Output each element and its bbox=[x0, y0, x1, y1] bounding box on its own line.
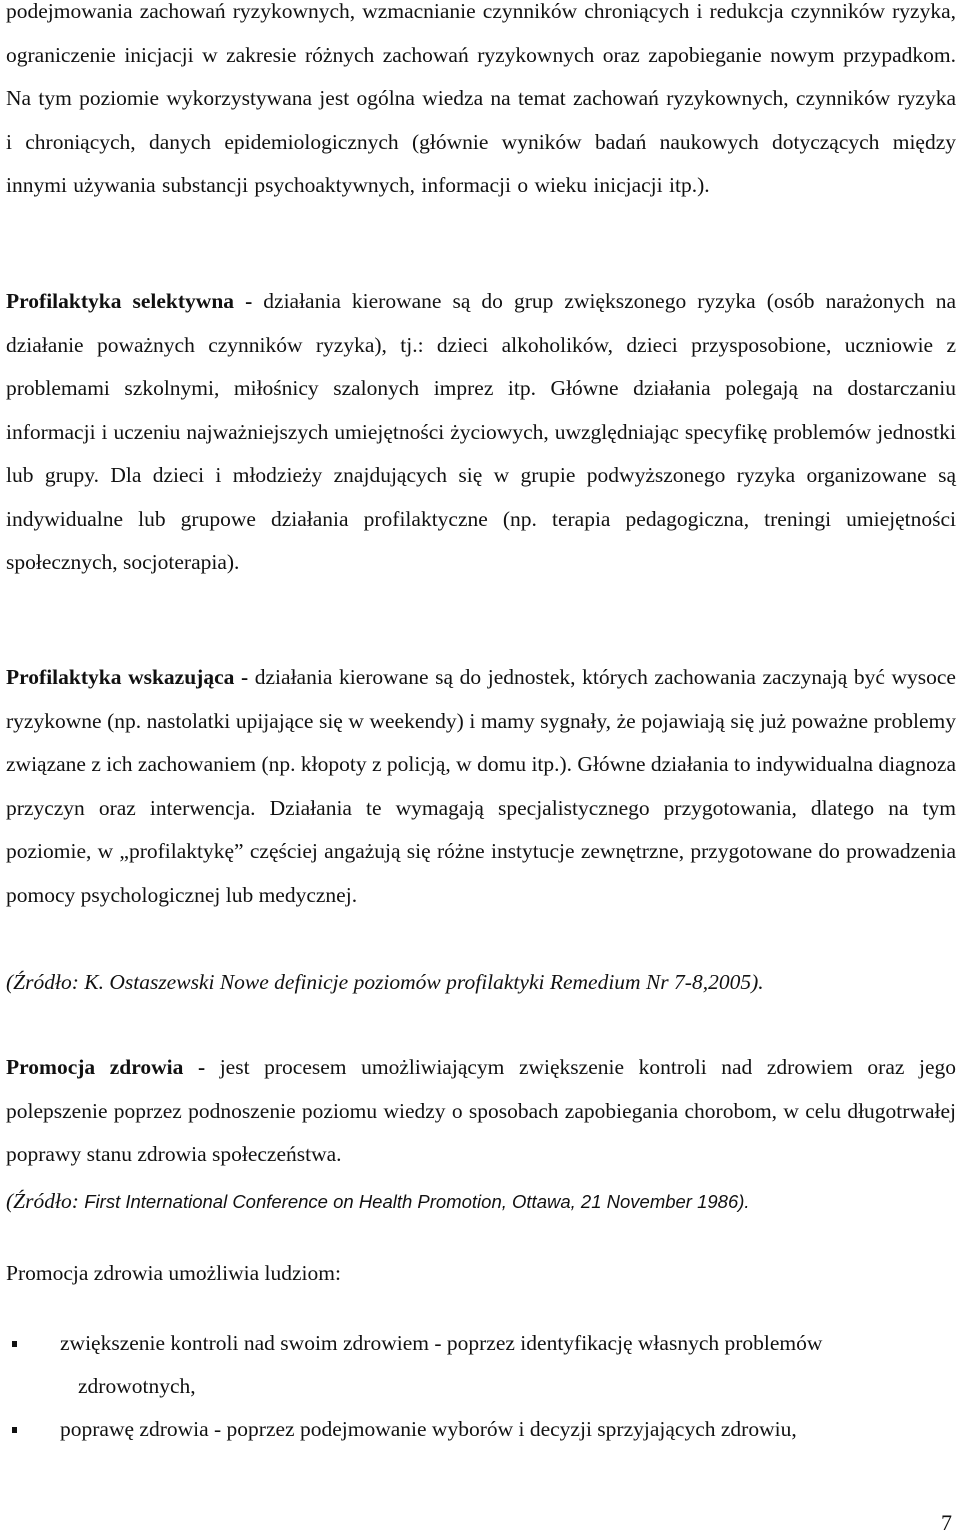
term-selective: Profilaktyka selektywna - bbox=[6, 289, 253, 313]
page-number: 7 bbox=[941, 1510, 952, 1535]
paragraph-indicated-prevention bbox=[6, 656, 956, 917]
text-selective: działania kierowane są do grup zwiększonego ryzyka (osób narażonych na działanie poważnych czynników ryzyka), tj.: dzieci alkoholików, dzieci przysposobione, uczniowie z problemami szkolnymi, miłośnicy szalonych imprez itp. Główne działania polegają na dostarczaniu informacji i uczeniu najważniejszych umiejętności życiowych, uwzględniając specyfikę problemów jednostki lub grupy. Dla dzieci i młodzieży znajdujących się w grupie podwyższonego ryzyka organizowane są indywidualne lub grupowe działania profilaktyczne (np. terapia pedagogiczna, treningi umiejętności społecznych, socjoterapia). bbox=[6, 289, 956, 574]
bullet-icon bbox=[12, 1341, 17, 1347]
text-indicated: działania kierowane są do jednostek, których zachowania zaczynają być wysoce ryzykowne (np. nastolatki upijające się w weekendy) i mamy sygnały, że pojawiają się już poważne problemy związane z ich zachowaniem (np. kłopoty z policją, w domu itp.). Główne działania to indywidualna diagnoza przyczyn oraz interwencja. Działania te wymagają specjalistycznego przygotowania, dlatego na tym poziomie, w „profilaktykę” częściej angażują się różne instytucje zewnętrzne, przygotowane do prowadzenia pomocy psychologicznej lub medycznej. bbox=[6, 665, 956, 907]
paragraph-risk-prevention: podejmowania zachowań ryzykownych, wzmacnianie czynników chroniących i redukcja czynników ryzyka, ograniczenie inicjacji w zakresie różnych zachowań ryzykownych oraz zapobieganie nowym przypadkom. Na tym poziomie wykorzystywana jest ogólna wiedza na temat zachowań ryzykownych, czynników ryzyka i chroniących, danych epidemiologicznych (głównie wyników badań naukowych dotyczących między innymi używania substancji psychoaktywnych, informacji o wieku inicjacji itp.). bbox=[6, 0, 956, 197]
list-item bbox=[6, 1322, 956, 1408]
source-ottawa-text: First International Conference on Health Promotion, Ottawa, 21 November 1986). bbox=[84, 1191, 750, 1212]
source-citation-ottawa bbox=[6, 1186, 956, 1217]
paragraph-health-promotion bbox=[6, 1046, 956, 1177]
list-item-line1: poprawę zdrowia - poprzez podejmowanie wyborów i decyzji sprzyjających zdrowiu, bbox=[60, 1417, 797, 1441]
promotion-intro: Promocja zdrowia umożliwia ludziom: bbox=[6, 1261, 341, 1285]
list-item bbox=[6, 1408, 956, 1451]
source-prefix: (Źródło: bbox=[6, 1189, 85, 1213]
list-item-line2: zdrowotnych, bbox=[78, 1374, 196, 1398]
paragraph-selective-prevention bbox=[6, 280, 956, 585]
term-promotion: Promocja zdrowia - bbox=[6, 1055, 206, 1079]
bullet-icon bbox=[12, 1427, 17, 1433]
list-item-line1: zwiększenie kontroli nad swoim zdrowiem - poprzez identyfikację własnych problemów bbox=[60, 1331, 823, 1355]
term-indicated: Profilaktyka wskazująca - bbox=[6, 665, 249, 689]
source-citation-ostaszewski: (Źródło: K. Ostaszewski Nowe definicje poziomów profilaktyki Remedium Nr 7-8,2005). bbox=[6, 970, 764, 994]
promotion-bullet-list bbox=[6, 1322, 956, 1451]
text-promotion: jest procesem umożliwiającym zwiększenie kontroli nad zdrowiem oraz jego polepszenie poprzez podnoszenie poziomu wiedzy o sposobach zapobiegania chorobom, w celu długotrwałej poprawy stanu zdrowia społeczeństwa. bbox=[6, 1055, 956, 1166]
